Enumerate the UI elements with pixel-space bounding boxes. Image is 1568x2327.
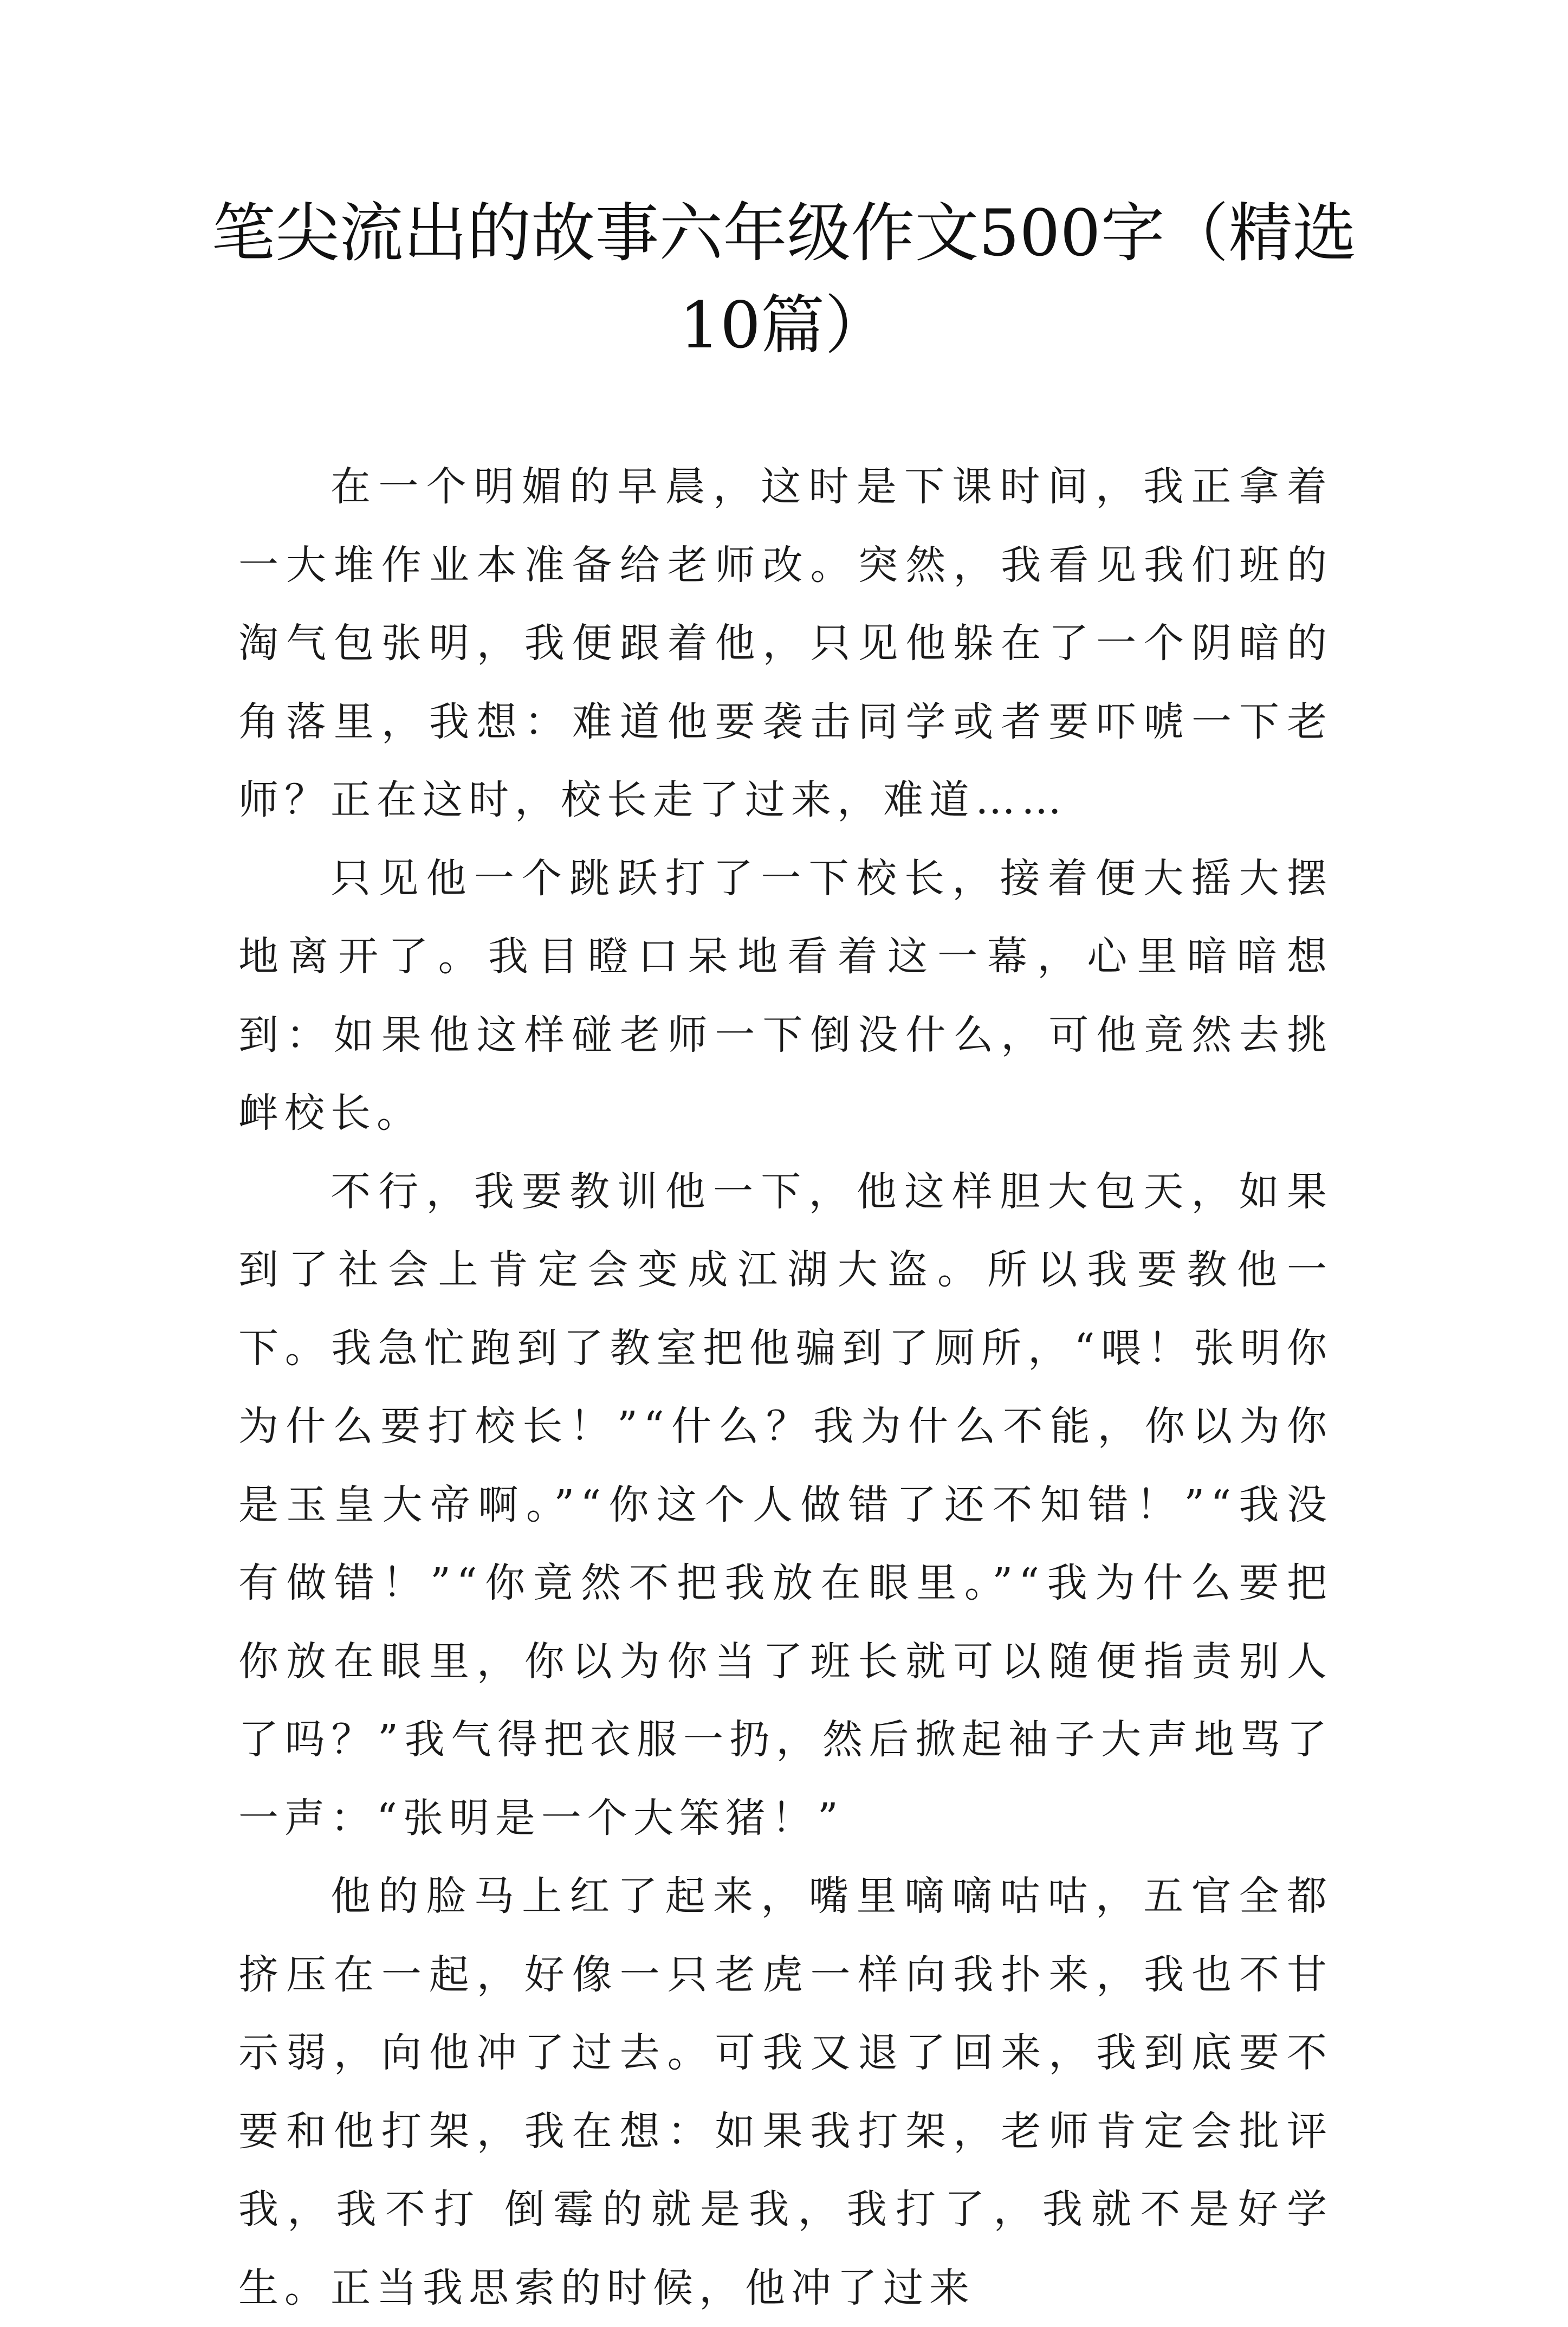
document-body <box>238 448 1333 2327</box>
document-title: 笔尖流出的故事六年级作文500字（精选10篇） <box>211 196 1357 363</box>
paragraph-2: 只见他一个跳跃打了一下校长，接着便大摇大摆地离开了。我目瞪口呆地看着这一幕，心里暗暗想到：如果他这样碰老师一下倒没什么，可他竟然去挑衅校长。 <box>238 855 1333 1136</box>
paragraph-1: 在一个明媚的早晨，这时是下课时间，我正拿着一大堆作业本准备给老师改。突然，我看见我们班的淘气包张明，我便跟着他，只见他躲在了一个阴暗的角落里，我想：难道他要袭击同学或者要吓唬一下老师？正在这时，校长走了过来，难道…… <box>238 463 1333 823</box>
paragraph-4: 他的脸马上红了起来，嘴里嘀嘀咕咕，五官全都挤压在一起，好像一只老虎一样向我扑来，我也不甘示弱，向他冲了过去。可我又退了回来，我到底要不要和他打架，我在想：如果我打架，老师肯定会批评我，我不打 倒霉的就是我，我打了，我就不是好学生。正当我思索的时候，他冲了过来 <box>238 1873 1333 2311</box>
paragraph-3: 不行，我要教训他一下，他这样胆大包天，如果到了社会上肯定会变成江湖大盗。所以我要教他一下。我急忙跑到了教室把他骗到了厕所，“喂！张明你为什么要打校长！”“什么？我为什么不能，你以为你是玉皇大帝啊。”“你这个人做错了还不知错！”“我没有做错！”“你竟然不把我放在眼里。”“我为什么要把你放在眼里，你以为你当了班长就可以随便指责别人了吗？”我气得把衣服一扔，然后掀起袖子大声地骂了一声：“张明是一个大笨猪！” <box>238 1168 1333 1841</box>
